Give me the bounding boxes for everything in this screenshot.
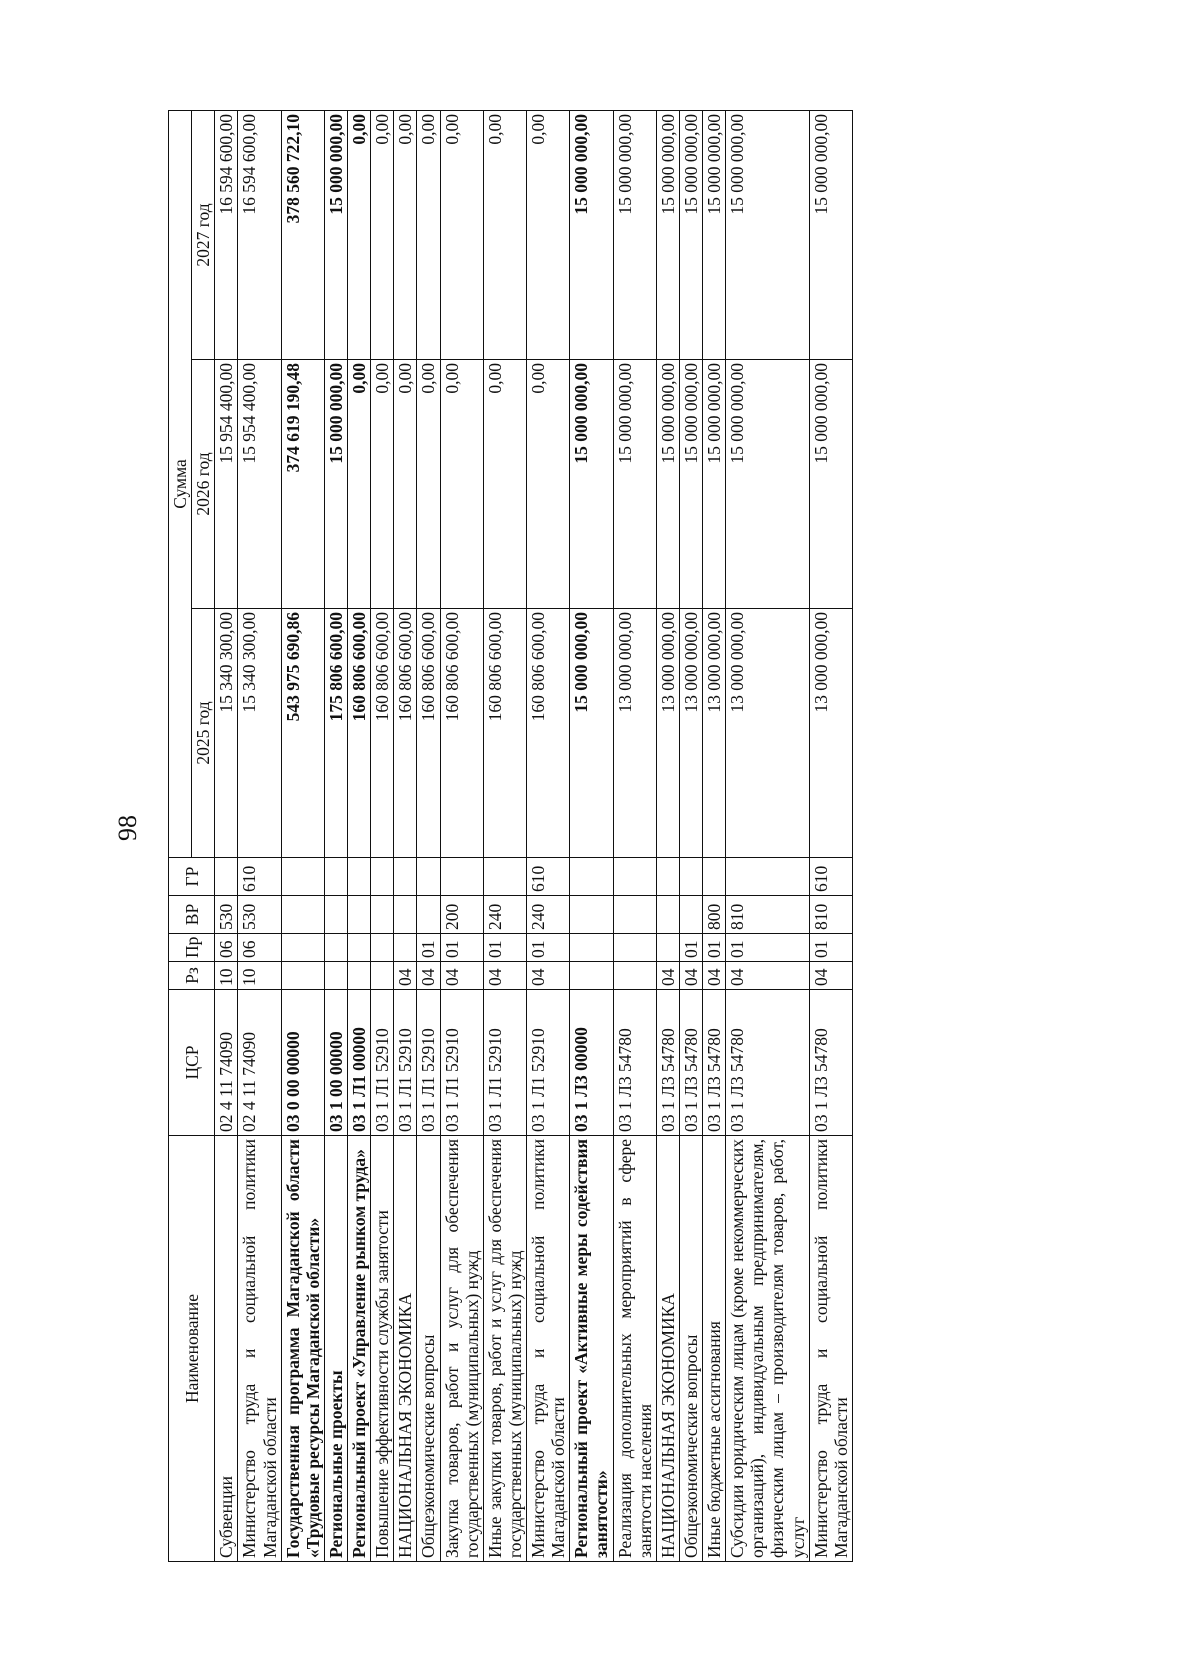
cell-rz: 04 bbox=[417, 962, 440, 990]
cell-amount-2025: 13 000 000,00 bbox=[656, 609, 679, 858]
cell-rz: 10 bbox=[215, 962, 238, 990]
cell-csr: 02 4 11 74090 bbox=[238, 990, 281, 1136]
table-row bbox=[656, 110, 679, 1561]
cell-amount-2026: 15 000 000,00 bbox=[703, 360, 726, 609]
cell-amount-2026: 15 954 400,00 bbox=[215, 360, 238, 609]
cell-csr: 03 1 Л3 54780 bbox=[656, 990, 679, 1136]
cell-amount-2026: 15 000 000,00 bbox=[809, 360, 852, 609]
cell-amount-2027: 16 594 600,00 bbox=[215, 110, 238, 359]
cell-rz bbox=[613, 962, 656, 990]
cell-csr: 03 1 Л3 54780 bbox=[679, 990, 702, 1136]
cell-amount-2025: 160 806 600,00 bbox=[527, 609, 570, 858]
cell-csr: 03 1 Л1 52910 bbox=[440, 990, 483, 1136]
cell-amount-2025: 13 000 000,00 bbox=[703, 609, 726, 858]
cell-rz: 04 bbox=[679, 962, 702, 990]
cell-rz: 04 bbox=[726, 962, 810, 990]
table-row bbox=[679, 110, 702, 1561]
cell-rz bbox=[371, 962, 394, 990]
cell-vr bbox=[570, 896, 613, 934]
page-number: 98 bbox=[113, 815, 142, 841]
cell-rz bbox=[570, 962, 613, 990]
cell-name: НАЦИОНАЛЬНАЯ ЭКОНОМИКА bbox=[656, 1136, 679, 1562]
cell-amount-2027: 15 000 000,00 bbox=[703, 110, 726, 359]
cell-vr bbox=[348, 896, 371, 934]
cell-amount-2027: 15 000 000,00 bbox=[570, 110, 613, 359]
cell-vr bbox=[417, 896, 440, 934]
cell-rz bbox=[281, 962, 324, 990]
cell-amount-2025: 160 806 600,00 bbox=[417, 609, 440, 858]
cell-csr: 03 1 Л1 52910 bbox=[394, 990, 417, 1136]
cell-gr bbox=[440, 858, 483, 896]
cell-pr: 01 bbox=[483, 934, 526, 962]
cell-vr: 530 bbox=[238, 896, 281, 934]
cell-amount-2025: 13 000 000,00 bbox=[809, 609, 852, 858]
cell-rz: 04 bbox=[440, 962, 483, 990]
table-row bbox=[394, 110, 417, 1561]
cell-name: Реализация дополнительных мероприятий в сфере занятости населения bbox=[613, 1136, 656, 1562]
cell-pr: 01 bbox=[726, 934, 810, 962]
cell-pr bbox=[656, 934, 679, 962]
cell-pr: 01 bbox=[703, 934, 726, 962]
cell-name: Повышение эффективности службы занятости bbox=[371, 1136, 394, 1562]
cell-amount-2027: 15 000 000,00 bbox=[656, 110, 679, 359]
cell-pr: 01 bbox=[679, 934, 702, 962]
cell-name: Закупка товаров, работ и услуг для обеспечения государственных (муниципальных) нужд bbox=[440, 1136, 483, 1562]
cell-csr: 03 1 00 00000 bbox=[324, 990, 347, 1136]
cell-gr bbox=[394, 858, 417, 896]
table-row bbox=[570, 110, 613, 1561]
cell-amount-2026: 0,00 bbox=[527, 360, 570, 609]
cell-amount-2026: 0,00 bbox=[348, 360, 371, 609]
table-row bbox=[527, 110, 570, 1561]
cell-amount-2026: 374 619 190,48 bbox=[281, 360, 324, 609]
cell-pr: 01 bbox=[527, 934, 570, 962]
cell-rz: 04 bbox=[809, 962, 852, 990]
table-row bbox=[417, 110, 440, 1561]
table-row bbox=[215, 110, 238, 1561]
table-header bbox=[169, 110, 215, 1561]
cell-amount-2027: 16 594 600,00 bbox=[238, 110, 281, 359]
cell-csr: 02 4 11 74090 bbox=[215, 990, 238, 1136]
cell-csr: 03 1 Л1 52910 bbox=[483, 990, 526, 1136]
cell-rz bbox=[348, 962, 371, 990]
cell-pr: 01 bbox=[440, 934, 483, 962]
table-row bbox=[440, 110, 483, 1561]
cell-rz: 04 bbox=[656, 962, 679, 990]
cell-amount-2026: 15 000 000,00 bbox=[613, 360, 656, 609]
cell-csr: 03 1 Л1 52910 bbox=[371, 990, 394, 1136]
cell-gr bbox=[703, 858, 726, 896]
cell-amount-2026: 0,00 bbox=[417, 360, 440, 609]
cell-name: Региональный проект «Активные меры содействия занятости» bbox=[570, 1136, 613, 1562]
cell-gr bbox=[656, 858, 679, 896]
cell-name: Министерство труда и социальной политики Магаданской области bbox=[238, 1136, 281, 1562]
cell-rz bbox=[324, 962, 347, 990]
cell-amount-2025: 160 806 600,00 bbox=[440, 609, 483, 858]
cell-amount-2027: 15 000 000,00 bbox=[726, 110, 810, 359]
cell-name: Министерство труда и социальной политики Магаданской области bbox=[527, 1136, 570, 1562]
cell-csr: 03 1 Л1 52910 bbox=[527, 990, 570, 1136]
header-sum: Сумма bbox=[169, 110, 192, 857]
cell-amount-2026: 15 000 000,00 bbox=[726, 360, 810, 609]
cell-name: Общеэкономические вопросы bbox=[679, 1136, 702, 1562]
table-row bbox=[726, 110, 810, 1561]
cell-pr bbox=[613, 934, 656, 962]
table-row bbox=[281, 110, 324, 1561]
table-row bbox=[348, 110, 371, 1561]
cell-name: Субсидии юридическим лицам (кроме некоммерческих организаций), индивидуальным предпринимателям, физическим лицам – производителям товаров, работ, услуг bbox=[726, 1136, 810, 1562]
cell-vr bbox=[324, 896, 347, 934]
cell-gr bbox=[324, 858, 347, 896]
cell-pr bbox=[281, 934, 324, 962]
cell-gr bbox=[613, 858, 656, 896]
budget-table bbox=[168, 110, 853, 1562]
cell-amount-2027: 15 000 000,00 bbox=[679, 110, 702, 359]
cell-amount-2026: 0,00 bbox=[440, 360, 483, 609]
cell-csr: 03 1 Л1 52910 bbox=[417, 990, 440, 1136]
cell-vr: 810 bbox=[726, 896, 810, 934]
table-row bbox=[371, 110, 394, 1561]
cell-pr bbox=[371, 934, 394, 962]
cell-pr: 06 bbox=[215, 934, 238, 962]
cell-vr bbox=[679, 896, 702, 934]
cell-amount-2025: 160 806 600,00 bbox=[483, 609, 526, 858]
header-year-2026: 2026 год bbox=[192, 360, 215, 609]
cell-amount-2026: 15 954 400,00 bbox=[238, 360, 281, 609]
cell-amount-2026: 15 000 000,00 bbox=[324, 360, 347, 609]
cell-vr: 800 bbox=[703, 896, 726, 934]
cell-amount-2025: 15 340 300,00 bbox=[238, 609, 281, 858]
cell-csr: 03 1 Л3 54780 bbox=[726, 990, 810, 1136]
header-gr: ГР bbox=[169, 858, 215, 896]
cell-amount-2025: 160 806 600,00 bbox=[371, 609, 394, 858]
cell-rz: 04 bbox=[394, 962, 417, 990]
cell-amount-2026: 0,00 bbox=[371, 360, 394, 609]
cell-vr: 200 bbox=[440, 896, 483, 934]
cell-amount-2026: 15 000 000,00 bbox=[656, 360, 679, 609]
cell-name: Государственная программа Магаданской области «Трудовые ресурсы Магаданской области» bbox=[281, 1136, 324, 1562]
cell-amount-2027: 378 560 722,10 bbox=[281, 110, 324, 359]
cell-vr bbox=[394, 896, 417, 934]
cell-gr bbox=[371, 858, 394, 896]
table-row bbox=[613, 110, 656, 1561]
cell-amount-2025: 13 000 000,00 bbox=[679, 609, 702, 858]
cell-csr: 03 1 Л1 00000 bbox=[348, 990, 371, 1136]
cell-amount-2025: 160 806 600,00 bbox=[348, 609, 371, 858]
cell-rz: 04 bbox=[483, 962, 526, 990]
cell-gr: 610 bbox=[809, 858, 852, 896]
cell-csr: 03 1 Л3 54780 bbox=[613, 990, 656, 1136]
cell-csr: 03 1 Л3 00000 bbox=[570, 990, 613, 1136]
cell-amount-2027: 0,00 bbox=[440, 110, 483, 359]
cell-vr bbox=[281, 896, 324, 934]
cell-pr: 01 bbox=[809, 934, 852, 962]
rotated-table-container bbox=[168, 110, 1028, 1562]
table-row bbox=[809, 110, 852, 1561]
cell-gr bbox=[679, 858, 702, 896]
header-rz: Рз bbox=[169, 962, 215, 990]
cell-amount-2027: 0,00 bbox=[394, 110, 417, 359]
cell-vr bbox=[656, 896, 679, 934]
cell-name: Министерство труда и социальной политики Магаданской области bbox=[809, 1136, 852, 1562]
cell-gr bbox=[570, 858, 613, 896]
cell-amount-2027: 15 000 000,00 bbox=[613, 110, 656, 359]
cell-amount-2027: 0,00 bbox=[483, 110, 526, 359]
cell-gr bbox=[281, 858, 324, 896]
cell-vr bbox=[613, 896, 656, 934]
cell-vr: 810 bbox=[809, 896, 852, 934]
header-year-2025: 2025 год bbox=[192, 609, 215, 858]
cell-amount-2026: 15 000 000,00 bbox=[570, 360, 613, 609]
cell-gr bbox=[348, 858, 371, 896]
table-row bbox=[324, 110, 347, 1561]
header-year-2027: 2027 год bbox=[192, 110, 215, 359]
cell-vr: 530 bbox=[215, 896, 238, 934]
cell-amount-2025: 175 806 600,00 bbox=[324, 609, 347, 858]
cell-gr bbox=[483, 858, 526, 896]
header-pr: Пр bbox=[169, 934, 215, 962]
cell-name: Иные закупки товаров, работ и услуг для обеспечения государственных (муниципальных) нужд bbox=[483, 1136, 526, 1562]
cell-gr bbox=[215, 858, 238, 896]
header-vr: ВР bbox=[169, 896, 215, 934]
cell-pr bbox=[324, 934, 347, 962]
cell-amount-2027: 0,00 bbox=[527, 110, 570, 359]
cell-gr: 610 bbox=[527, 858, 570, 896]
cell-amount-2025: 543 975 690,86 bbox=[281, 609, 324, 858]
cell-rz: 10 bbox=[238, 962, 281, 990]
cell-pr bbox=[570, 934, 613, 962]
cell-amount-2026: 0,00 bbox=[394, 360, 417, 609]
table-row bbox=[238, 110, 281, 1561]
cell-amount-2025: 13 000 000,00 bbox=[726, 609, 810, 858]
cell-pr bbox=[394, 934, 417, 962]
cell-amount-2025: 160 806 600,00 bbox=[394, 609, 417, 858]
cell-pr bbox=[348, 934, 371, 962]
cell-vr: 240 bbox=[483, 896, 526, 934]
cell-name: Общеэкономические вопросы bbox=[417, 1136, 440, 1562]
cell-amount-2025: 15 000 000,00 bbox=[570, 609, 613, 858]
cell-name: Субвенции bbox=[215, 1136, 238, 1562]
cell-amount-2025: 15 340 300,00 bbox=[215, 609, 238, 858]
cell-pr: 01 bbox=[417, 934, 440, 962]
cell-name: Иные бюджетные ассигнования bbox=[703, 1136, 726, 1562]
table-row bbox=[703, 110, 726, 1561]
cell-gr: 610 bbox=[238, 858, 281, 896]
cell-name: НАЦИОНАЛЬНАЯ ЭКОНОМИКА bbox=[394, 1136, 417, 1562]
cell-amount-2026: 0,00 bbox=[483, 360, 526, 609]
cell-amount-2025: 13 000 000,00 bbox=[613, 609, 656, 858]
cell-vr bbox=[371, 896, 394, 934]
cell-rz: 04 bbox=[527, 962, 570, 990]
cell-csr: 03 1 Л3 54780 bbox=[703, 990, 726, 1136]
cell-name: Региональные проекты bbox=[324, 1136, 347, 1562]
cell-name: Региональный проект «Управление рынком труда» bbox=[348, 1136, 371, 1562]
header-csr: ЦСР bbox=[169, 990, 215, 1136]
table-row bbox=[483, 110, 526, 1561]
table-body bbox=[215, 110, 853, 1561]
cell-amount-2027: 0,00 bbox=[371, 110, 394, 359]
cell-amount-2026: 15 000 000,00 bbox=[679, 360, 702, 609]
cell-rz: 04 bbox=[703, 962, 726, 990]
header-name: Наименование bbox=[169, 1136, 215, 1562]
cell-gr bbox=[726, 858, 810, 896]
cell-vr: 240 bbox=[527, 896, 570, 934]
cell-amount-2027: 15 000 000,00 bbox=[324, 110, 347, 359]
cell-amount-2027: 0,00 bbox=[348, 110, 371, 359]
cell-csr: 03 0 00 00000 bbox=[281, 990, 324, 1136]
cell-csr: 03 1 Л3 54780 bbox=[809, 990, 852, 1136]
cell-gr bbox=[417, 858, 440, 896]
cell-amount-2027: 15 000 000,00 bbox=[809, 110, 852, 359]
cell-amount-2027: 0,00 bbox=[417, 110, 440, 359]
cell-pr: 06 bbox=[238, 934, 281, 962]
